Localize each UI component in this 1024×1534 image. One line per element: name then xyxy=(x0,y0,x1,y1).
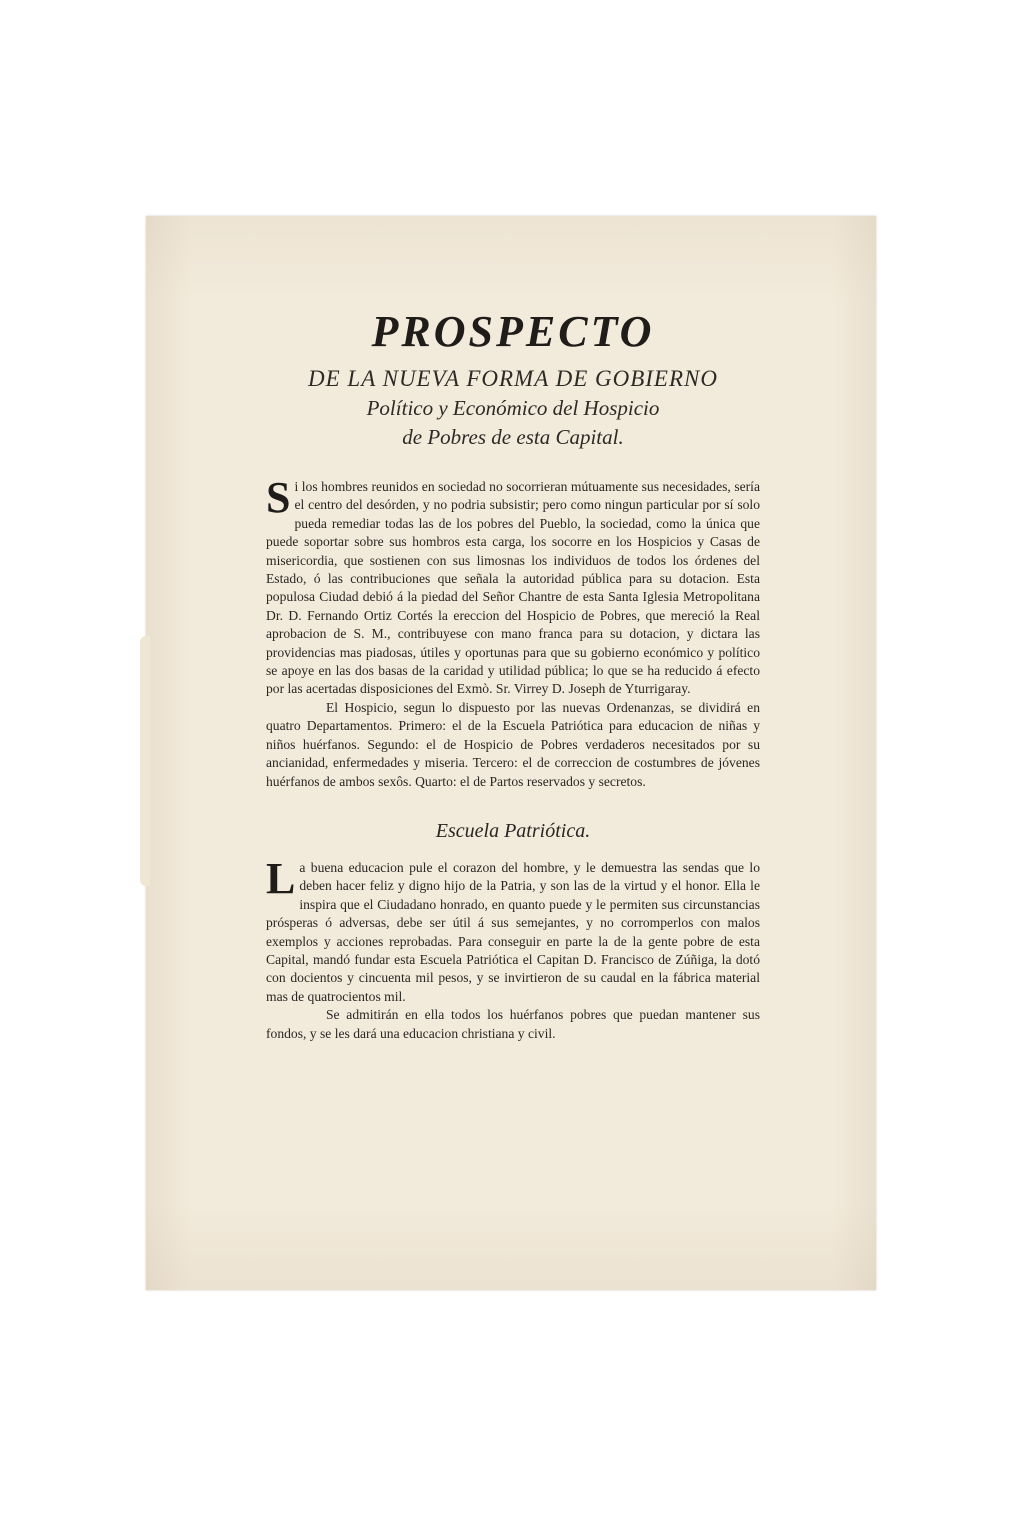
document-subtitle: DE LA NUEVA FORMA DE GOBIERNO xyxy=(308,366,718,391)
paper-edge-tear xyxy=(140,636,150,886)
section-heading-escuela: Escuela Patriótica. xyxy=(435,819,591,842)
dropcap-l: L xyxy=(266,853,296,903)
paragraph-education-text: a buena educacion pule el corazon del hombre, y le demuestra las sendas que lo deben hacer feliz y digno hijo de la Patria, y son las de la virtud y el honor. Ella le inspira que el Ciudadano honrado, en quanto puede y le permiten sus circunstancias prósperas ó adversas, debe ser útil á sus semejantes, y no corromperlos con malos exemplos y acciones reprobadas. Para conseguir en parte la de la gente pobre de esta Capital, mandó fundar esta Escuela Patriótica el Capitan D. Francisco de Zúñiga, la dotó con docientos y cincuenta mil pesos, y se invirtieron de su caudal en la fábrica material mas de quatrocientos mil. xyxy=(266,859,760,1004)
document-body xyxy=(266,308,760,1043)
document-subtitle-line3: de Pobres de esta Capital. xyxy=(402,425,624,449)
dropcap-s: S xyxy=(266,473,291,522)
document-subtitle-line2: Político y Económico del Hospicio xyxy=(366,396,660,420)
paragraph-admission: Se admitirán en ella todos los huérfanos pobres que puedan mantener sus fondos, y se les dará una educacion christiana y civil. xyxy=(266,1007,760,1041)
document-title: PROSPECTO xyxy=(371,307,655,356)
paragraph-intro xyxy=(266,473,760,699)
paragraph-departments: El Hospicio, segun lo dispuesto por las nuevas Ordenanzas, se dividirá en quatro Departamentos. Primero: el de la Escuela Patriótica para educacion de niñas y niños huérfanos. Segundo: el de Hospicio de Pobres verdaderos necesitados por su ancianidad, enfermedades y miseria. Tercero: el de correccion de costumbres de jóvenes huérfanos de ambos sexôs. Quarto: el de Partos reservados y secretos. xyxy=(266,699,760,789)
paragraph-education xyxy=(266,853,760,1006)
paragraph-intro-text: i los hombres reunidos en sociedad no socorrieran mútuamente sus necesidades, sería el centro del desórden, y no podria subsistir; pero como ningun particular por sí solo pueda remediar todas las de los pobres del Pueblo, la sociedad, como la única que puede soportar sobre sus hombros esta carga, los socorre en los Hospicios y Casas de misericordia, que sostienen con sus limosnas los individuos de todos los órdenes del Estado, ó las contribuciones que señala la autoridad pública para su dotacion. Esta populosa Ciudad debió á la piedad del Señor Chantre de esta Santa Iglesia Metropolitana Dr. D. Fernando Ortiz Cortés la ereccion del Hospicio de Pobres, que mereció la Real aprobacion de S. M., contribuyese con mano franca para su dotacion, y dictara las providencias mas piadosas, útiles y oportunas para que su gobierno económico y político se apoye en las dos basas de la caridad y utilidad pública; lo que se ha reducido á efecto por las acertadas disposiciones del Exmò. Sr. Virrey D. Joseph de Yturrigaray. xyxy=(266,479,760,697)
